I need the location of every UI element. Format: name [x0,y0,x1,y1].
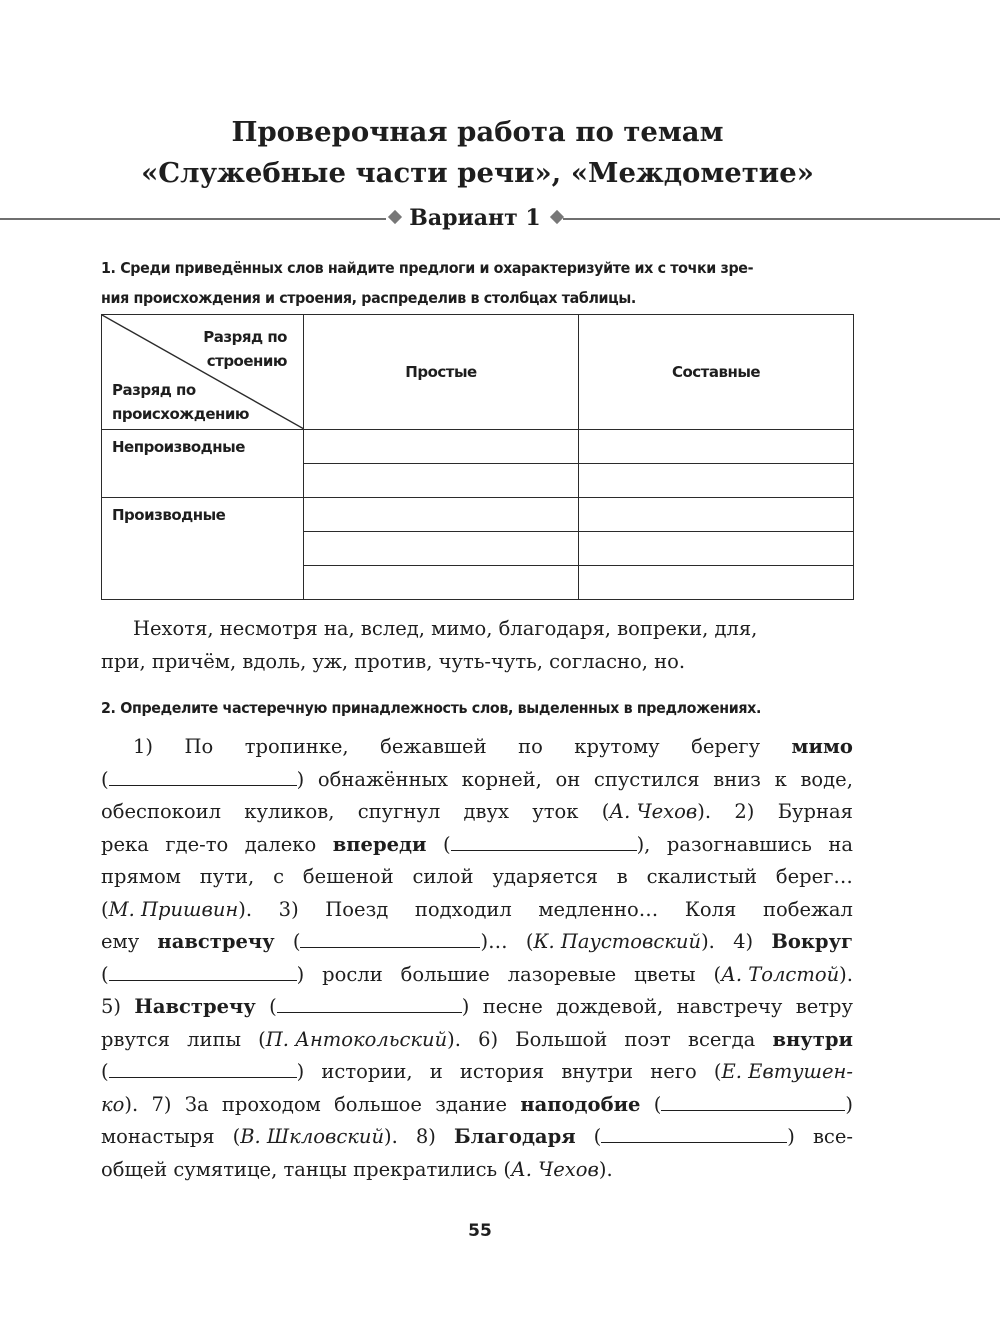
title-line-1: Проверочная работа по темам [231,116,724,148]
page-number: 55 [468,1221,492,1241]
corner-bottom-line-1: Разряд по [112,381,196,399]
title-line-2: «Служебные части речи», «Междометие» [141,157,814,189]
answer-cell[interactable] [304,532,579,566]
answer-cell[interactable] [579,464,854,498]
sentence-line: ( ) обнажённых корней, он спустился вниз к воде, [101,764,853,797]
page-title [100,112,855,194]
table-row [102,430,854,464]
word-list-text-2: при, причём, вдоль, уж, против, чуть-чуть, согласно, но. [101,650,686,673]
sentence-line: ему навстречу ( )… (К. Паустовский). 4) Вокруг [101,926,853,959]
answer-blank[interactable] [109,1057,297,1078]
word-list-line-1 [101,612,853,645]
row-label-nonderived: Непроизводные [102,430,304,498]
corner-label-structure [203,325,287,373]
answer-cell[interactable] [579,566,854,600]
answer-cell[interactable] [304,430,579,464]
sentence-line: монастыря (В. Шкловский). 8) Благодаря ( ) все- [101,1121,853,1154]
answer-cell[interactable] [304,566,579,600]
task-1-instruction [101,253,793,313]
answer-cell[interactable] [579,498,854,532]
word-list-text-1: Нехотя, несмотря на, вслед, мимо, благодаря, вопреки, для, [133,617,758,640]
sentence-line: рвутся липы (П. Антокольский). 6) Большой поэт всегда внутри [101,1027,853,1051]
corner-label-origin [112,378,249,426]
sentence-line: (М. Пришвин). 3) Поезд подходил медленно… Коля побежал [101,897,853,921]
table-header-row [102,315,854,430]
sentence-line: 1) По тропинке, бежавшей по крутому берегу мимо [133,735,853,758]
sentence-line: обеспокоил куликов, спугнул двух уток (А. Чехов). 2) Бурная [101,800,853,823]
answer-cell[interactable] [304,498,579,532]
answer-blank[interactable] [451,830,637,851]
diamond-right-icon [550,210,564,224]
answer-cell[interactable] [579,532,854,566]
corner-top-line-1: Разряд по [203,328,287,346]
task-1-line-1: 1. Среди приведённых слов найдите предлоги и охарактеризуйте их с точки зре- [101,259,754,277]
sentence-line: ( ) истории, и история внутри него (Е. Евтушен- [101,1056,853,1089]
answer-blank[interactable] [300,927,480,948]
preposition-table [101,314,854,600]
answer-cell[interactable] [304,464,579,498]
task-2-sentences [101,731,853,1186]
answer-blank[interactable] [277,992,462,1013]
sentence-line: 5) Навстречу ( ) песне дождевой, навстречу ветру [101,991,853,1024]
answer-cell[interactable] [579,430,854,464]
table-corner-cell [102,315,304,430]
column-header-compound: Составные [579,315,854,430]
sentence-line: прямом пути, с бешеной силой ударяется в скалистый берег… [101,865,853,888]
answer-blank[interactable] [109,765,297,786]
corner-top-line-2: строению [206,352,287,370]
variant-rule-right [563,218,1000,220]
corner-bottom-line-2: происхождению [112,405,249,423]
answer-blank[interactable] [601,1122,787,1143]
row-label-derived: Производные [102,498,304,600]
column-header-simple: Простые [304,315,579,430]
variant-label: Вариант 1 [409,205,541,231]
answer-blank[interactable] [109,960,297,981]
task-2-instruction: 2. Определите частеречную принадлежность слов, выделенных в предложениях. [101,699,762,717]
sentence-line: ко). 7) За проходом большое здание наподобие ( ) [101,1089,853,1122]
word-list-line-2 [101,645,853,678]
word-list [101,612,853,678]
sentence-line: общей сумятице, танцы прекратились (А. Чехов). [101,1157,613,1181]
sentence-line: река где-то далеко впереди ( ), разогнавшись на [101,829,853,862]
variant-rule-left [0,218,386,220]
answer-blank[interactable] [661,1090,845,1111]
task-1-line-2: ния происхождения и строения, распределив в столбцах таблицы. [101,289,636,307]
sentence-line: ( ) росли большие лазоревые цветы (А. Толстой). [101,959,853,992]
table-row [102,498,854,532]
